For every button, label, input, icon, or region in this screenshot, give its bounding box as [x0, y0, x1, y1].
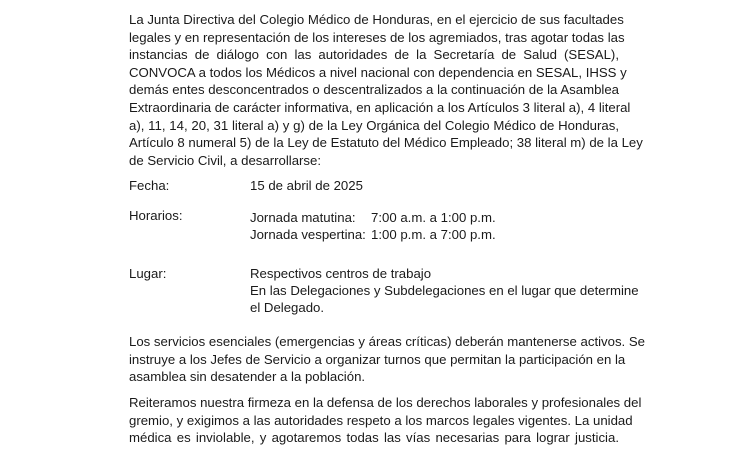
intro-line: La Junta Directiva del Colegio Médico de Honduras, en el ejercicio de sus facultades [129, 12, 624, 27]
intro-line: de Servicio Civil, a desarrollarse: [129, 152, 322, 168]
schedule-afternoon-label: Jornada vespertina: [250, 227, 366, 242]
closing-line: Reiteramos nuestra firmeza en la defensa de los derechos laborales y profesionales del [129, 395, 642, 410]
lugar-label: Lugar: [129, 266, 167, 281]
schedule-afternoon-time: 1:00 p.m. a 7:00 p.m. [371, 227, 496, 242]
schedule-morning-time: 7:00 a.m. a 1:00 p.m. [371, 210, 496, 225]
services-line: Los servicios esenciales (emergencias y áreas críticas) deberán mantenerse activos. Se [129, 334, 646, 349]
services-line: asamblea sin desatender a la población. [129, 369, 366, 385]
intro-paragraph [129, 11, 643, 169]
schedule-morning-label: Jornada matutina: [250, 210, 356, 225]
services-line: instruye a los Jefes de Servicio a organizar turnos que permitan la participación en la [129, 351, 626, 367]
lugar-line: Respectivos centros de trabajo [250, 266, 432, 281]
fecha-label: Fecha: [129, 178, 170, 193]
intro-line: Extraordinaria de carácter informativa, en aplicación a los Artículos 3 literal a), 4 literal [129, 99, 631, 115]
closing-paragraph [129, 394, 642, 447]
closing-line: gremio, y exigimos a las autoridades respeto a los marcos legales vigentes. La unidad [129, 412, 633, 428]
fecha-value: 15 de abril de 2025 [250, 178, 363, 193]
lugar-line: el Delegado. [250, 300, 325, 315]
intro-line: demás entes desconcentrados o descentralizados a la continuación de la Asamblea [129, 82, 619, 98]
horarios-label: Horarios: [129, 208, 183, 223]
intro-line: a), 11, 14, 20, 31 literal a) y g) de la Ley Orgánica del Colegio Médico de Honduras, [129, 117, 619, 133]
intro-line: CONVOCA a todos los Médicos a nivel nacional con dependencia en SESAL, IHSS y [129, 64, 627, 80]
closing-line: médica es inviolable, y agotaremos todas las vías necesarias para lograr justicia. [129, 430, 619, 446]
lugar-line: En las Delegaciones y Subdelegaciones en el lugar que determine [250, 283, 639, 298]
services-paragraph [129, 333, 646, 386]
intro-line: Artículo 8 numeral 5) de la Ley de Estatuto del Médico Empleado; 38 literal m) de la Ley [129, 135, 643, 151]
intro-line: instancias de diálogo con las autoridades de la Secretaría de Salud (SESAL), [129, 47, 619, 63]
intro-line: legales y en representación de los intereses de los agremiados, tras agotar todas las [129, 29, 625, 45]
